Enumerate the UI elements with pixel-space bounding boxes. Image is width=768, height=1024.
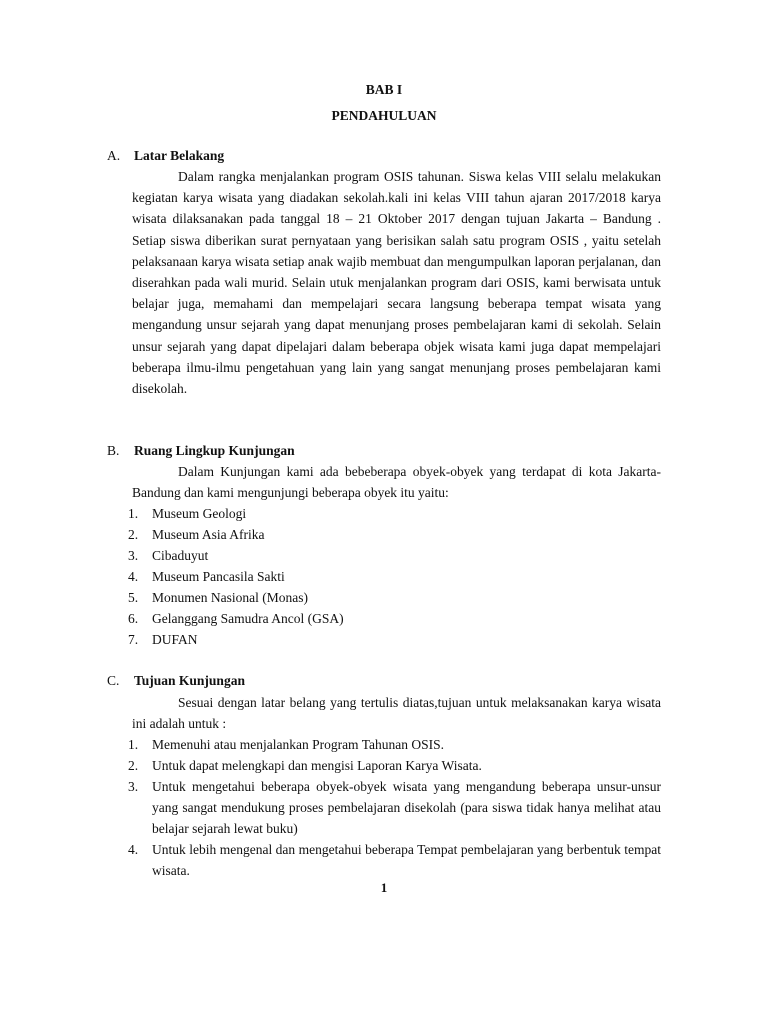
list-text: Cibaduyut	[152, 548, 209, 563]
list-item	[128, 755, 661, 776]
list-text: Untuk mengetahui beberapa obyek-obyek wisata yang mengandung beberapa unsur-unsur yang sangat mendukung proses pembelajaran disekolah (para siswa tidak hanya melihat atau belajar sejarah lewat buku)	[152, 779, 661, 836]
section-a-heading	[107, 148, 224, 164]
list-number: 4.	[128, 842, 139, 857]
chapter-label: BAB I	[365, 82, 403, 97]
page-number: 1	[380, 880, 388, 895]
list-number: 1.	[128, 737, 139, 752]
objectives-list	[128, 734, 661, 881]
list-number: 3.	[128, 779, 139, 794]
list-item	[128, 545, 661, 566]
list-text: Museum Geologi	[152, 506, 247, 521]
list-text: Museum Pancasila Sakti	[152, 569, 285, 584]
list-number: 5.	[128, 590, 139, 605]
list-item	[128, 629, 661, 650]
list-text: Memenuhi atau menjalankan Program Tahunan OSIS.	[152, 737, 444, 752]
section-letter: C.	[107, 673, 120, 688]
list-item	[128, 608, 661, 629]
list-item	[128, 587, 661, 608]
list-text: Monumen Nasional (Monas)	[152, 590, 308, 605]
list-number: 2.	[128, 527, 139, 542]
list-number: 3.	[128, 548, 139, 563]
section-b-heading	[107, 443, 295, 459]
list-number: 1.	[128, 506, 139, 521]
list-text: Untuk dapat melengkapi dan mengisi Laporan Karya Wisata.	[152, 758, 482, 773]
section-a-paragraph: Dalam rangka menjalankan program OSIS tahunan. Siswa kelas VIII selalu melakukan kegiatan karya wisata yang diadakan sekolah.kali ini kelas VIII tahun ajaran 2017/2018 karya wisata dilaksanakan pada tanggal 18 – 21 Oktober 2017 dengan tujuan Jakarta – Bandung . Setiap siswa diberikan surat pernyataan yang berisikan salah satu program OSIS , yaitu setelah pelaksanaan karya wisata setiap anak wajib membuat dan mengumpulkan laporan perjalanan, dan diserahkan pada wali murid. Selain utuk menjalankan program dari OSIS, kami berwisata untuk belajar juga, memahami dan mempelajari secara langsung beberapa tempat wisata yang mengandung unsur sejarah yang dapat menunjang proses pembelajaran kami di sekolah. Selain unsur sejarah yang dapat dipelajari dalam beberapa objek wisata kami juga dapat mempelajari beberapa ilmu-ilmu pengetahuan yang lain yang sangat menunjang proses pembelajaran kami disekolah.	[132, 169, 661, 397]
section-letter: A.	[107, 148, 121, 163]
list-item	[128, 524, 661, 545]
list-number: 6.	[128, 611, 139, 626]
list-item	[128, 503, 661, 524]
list-item	[128, 839, 661, 881]
section-c-heading	[107, 673, 245, 689]
list-number: 4.	[128, 569, 139, 584]
section-letter: B.	[107, 443, 120, 458]
section-title: Tujuan Kunjungan	[134, 673, 245, 688]
list-text: Gelanggang Samudra Ancol (GSA)	[152, 611, 344, 626]
list-item	[128, 776, 661, 839]
page-title: PENDAHULUAN	[331, 108, 437, 123]
section-c-paragraph: Sesuai dengan latar belang yang tertulis diatas,tujuan untuk melaksanakan karya wisata ini adalah untuk :	[132, 695, 661, 732]
list-text: Museum Asia Afrika	[152, 527, 265, 542]
list-text: DUFAN	[152, 632, 198, 647]
list-item	[128, 566, 661, 587]
visited-objects-list	[128, 503, 661, 650]
list-number: 2.	[128, 758, 139, 773]
section-b-paragraph: Dalam Kunjungan kami ada bebeberapa obyek-obyek yang terdapat di kota Jakarta-Bandung dan kami mengunjungi beberapa obyek itu yaitu:	[132, 464, 661, 501]
list-item	[128, 734, 661, 755]
list-text: Untuk lebih mengenal dan mengetahui beberapa Tempat pembelajaran yang berbentuk tempat wisata.	[152, 842, 661, 878]
section-title: Latar Belakang	[134, 148, 225, 163]
section-title: Ruang Lingkup Kunjungan	[134, 443, 295, 458]
list-number: 7.	[128, 632, 139, 647]
